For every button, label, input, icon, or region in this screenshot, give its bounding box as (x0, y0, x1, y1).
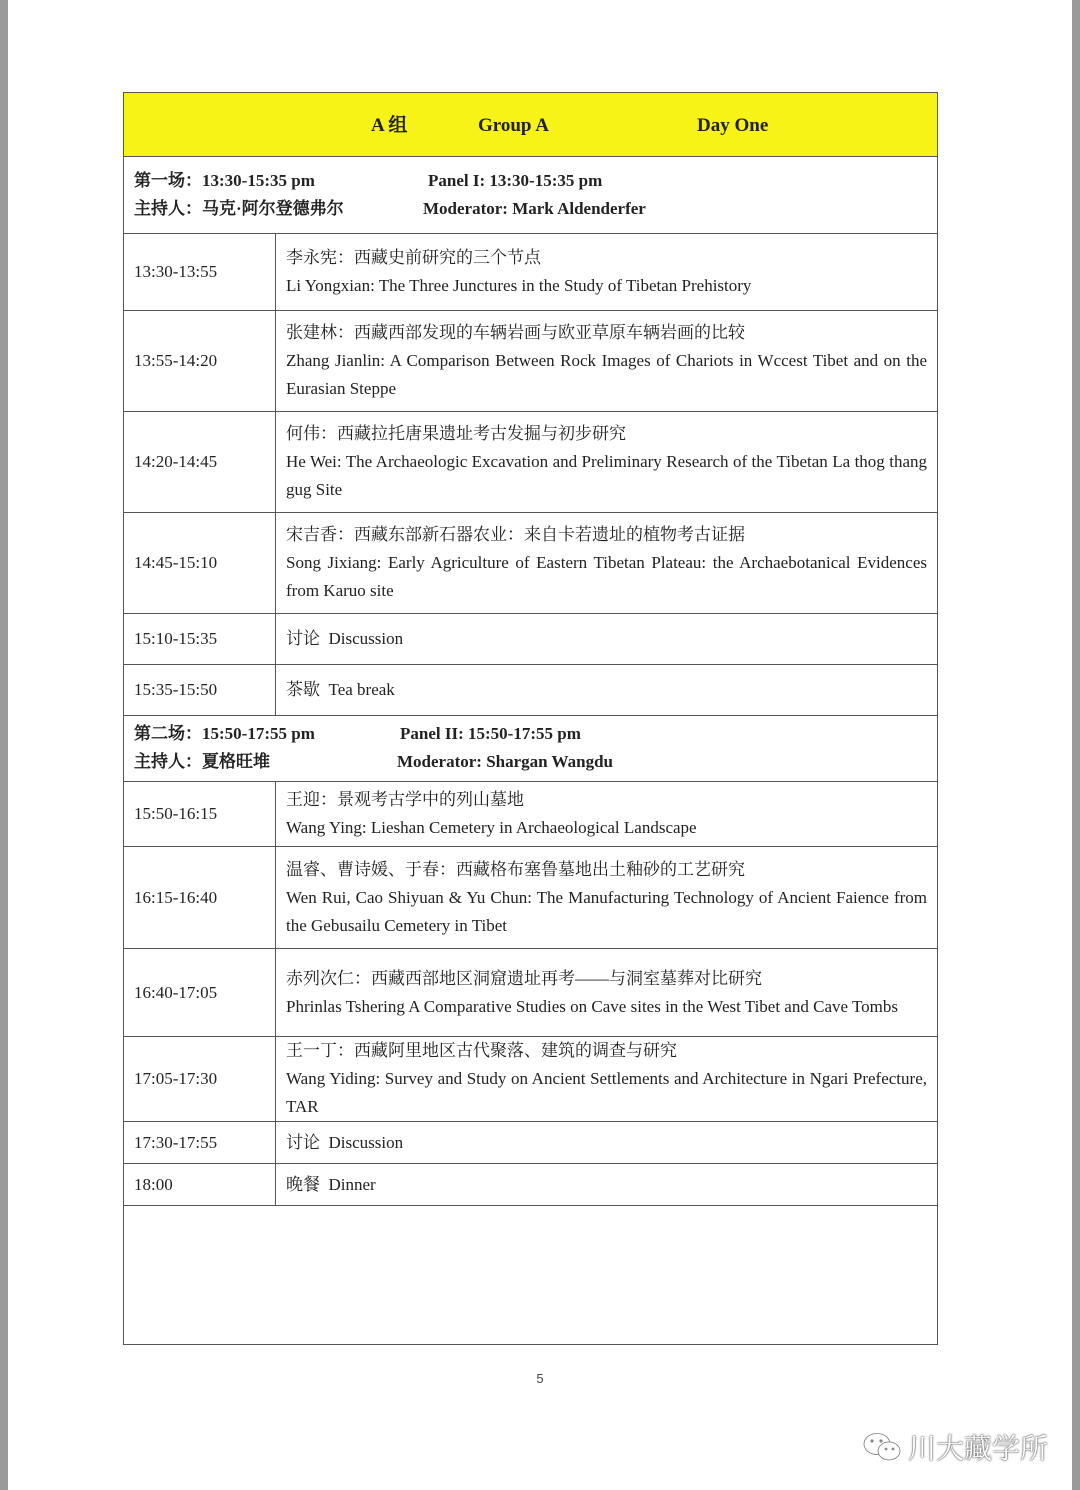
panel-2-zh-time: 第二场：15:50-17:55 pm (134, 724, 315, 743)
talk-title-zh: 赤列次仁：西藏西部地区洞窟遗址再考——与洞室墓葬对比研究 (286, 968, 762, 988)
talk-title-zh: 晚餐 (286, 1174, 320, 1194)
group-zh: A 组 (371, 115, 408, 136)
session-time: 15:35-15:50 (124, 665, 276, 716)
talk-cell (276, 234, 938, 311)
talk-cell (276, 1164, 938, 1206)
panel-2-en-time: Panel II: 15:50-17:55 pm (400, 724, 581, 743)
session-time: 14:45-15:10 (124, 513, 276, 614)
schedule-row (124, 513, 938, 614)
panel-2-zh-moderator: 主持人：夏格旺堆 (134, 752, 270, 771)
panel-1-en-time: Panel I: 13:30-15:35 pm (428, 171, 603, 190)
talk-cell (276, 949, 938, 1037)
talk-title-en: Li Yongxian: The Three Junctures in the Study of Tibetan Prehistory (286, 276, 752, 295)
schedule-row (124, 847, 938, 949)
session-time: 17:30-17:55 (124, 1122, 276, 1164)
talk-title-en: Wang Yiding: Survey and Study on Ancient Settlements and Architecture in Ngari Prefecture, TAR (286, 1069, 927, 1116)
session-time: 13:55-14:20 (124, 311, 276, 412)
talk-title-en: Wen Rui, Cao Shiyuan & Yu Chun: The Manufacturing Technology of Ancient Faience from the Gebusailu Cemetery in Tibet (286, 887, 927, 935)
talk-title-zh: 讨论 (286, 1132, 320, 1152)
talk-title-zh: 张建林：西藏西部发现的车辆岩画与欧亚草原车辆岩画的比较 (286, 323, 745, 342)
watermark (862, 1427, 1048, 1467)
watermark-text: 川大藏学所 (908, 1432, 1049, 1465)
talk-cell (276, 1037, 938, 1122)
talk-title-zh: 李永宪：西藏史前研究的三个节点 (286, 248, 541, 267)
session-time: 15:50-16:15 (124, 782, 276, 847)
session-time: 17:05-17:30 (124, 1037, 276, 1122)
schedule-row (124, 1164, 938, 1206)
panel-1-zh-time: 第一场：13:30-15:35 pm (134, 171, 315, 190)
talk-title-en: He Wei: The Archaeologic Excavation and Preliminary Research of the Tibetan La thog thang gug Site (286, 452, 927, 499)
talk-title-en: Discussion (328, 1132, 404, 1152)
schedule-row (124, 1037, 938, 1122)
wechat-icon (862, 1431, 902, 1463)
day-label: Day One (697, 115, 769, 136)
session-time: 13:30-13:55 (124, 234, 276, 311)
panel-2-row (124, 716, 938, 782)
talk-title-zh: 王一丁：西藏阿里地区古代聚落、建筑的调查与研究 (286, 1041, 677, 1060)
session-time: 15:10-15:35 (124, 614, 276, 665)
talk-cell (276, 1122, 938, 1164)
talk-title-en: Discussion (328, 629, 404, 648)
session-time: 16:15-16:40 (124, 847, 276, 949)
talk-title-en: Song Jixiang: Early Agriculture of Eastern Tibetan Plateau: the Archaebotanical Evidences from Karuo site (286, 553, 927, 600)
page-number: 5 (536, 1371, 544, 1386)
session-time: 14:20-14:45 (124, 412, 276, 513)
talk-cell (276, 847, 938, 949)
talk-title-en: Zhang Jianlin: A Comparison Between Rock Images of Chariots in Wccest Tibet and on the Eurasian Steppe (286, 351, 927, 398)
schedule-row (124, 782, 938, 847)
panel-1-row (124, 157, 938, 234)
schedule-row (124, 311, 938, 412)
group-header-row (124, 93, 938, 157)
talk-title-en: Dinner (328, 1174, 376, 1194)
panel-1-zh-moderator: 主持人：马克·阿尔登德弗尔 (134, 199, 344, 218)
schedule-row (124, 412, 938, 513)
talk-title-zh: 茶歇 (286, 680, 320, 699)
talk-title-zh: 何伟：西藏拉托唐果遗址考古发掘与初步研究 (286, 424, 626, 443)
talk-title-en: Phrinlas Tshering A Comparative Studies on Cave sites in the West Tibet and Cave Tombs (286, 996, 899, 1016)
schedule-table (123, 92, 938, 1345)
talk-title-zh: 宋吉香：西藏东部新石器农业：来自卡若遗址的植物考古证据 (286, 525, 745, 544)
talk-title-en: Tea break (328, 680, 395, 699)
talk-title-zh: 温睿、曹诗媛、于春：西藏格布塞鲁墓地出土釉砂的工艺研究 (286, 859, 745, 879)
schedule-row (124, 949, 938, 1037)
talk-title-zh: 王迎：景观考古学中的列山墓地 (286, 790, 524, 809)
talk-cell (276, 665, 938, 716)
schedule-row (124, 614, 938, 665)
panel-1-en-moderator: Moderator: Mark Aldenderfer (423, 199, 646, 218)
panel-2-en-moderator: Moderator: Shargan Wangdu (397, 752, 613, 771)
schedule-row (124, 234, 938, 311)
talk-cell (276, 311, 938, 412)
talk-title-en: Wang Ying: Lieshan Cemetery in Archaeological Landscape (286, 818, 697, 837)
session-time: 18:00 (124, 1164, 276, 1206)
talk-cell (276, 412, 938, 513)
schedule-row (124, 1122, 938, 1164)
empty-row (124, 1206, 938, 1345)
talk-cell (276, 782, 938, 847)
session-time: 16:40-17:05 (124, 949, 276, 1037)
schedule-row (124, 665, 938, 716)
group-en: Group A (478, 115, 549, 136)
talk-title-zh: 讨论 (286, 629, 320, 648)
talk-cell (276, 513, 938, 614)
talk-cell (276, 614, 938, 665)
